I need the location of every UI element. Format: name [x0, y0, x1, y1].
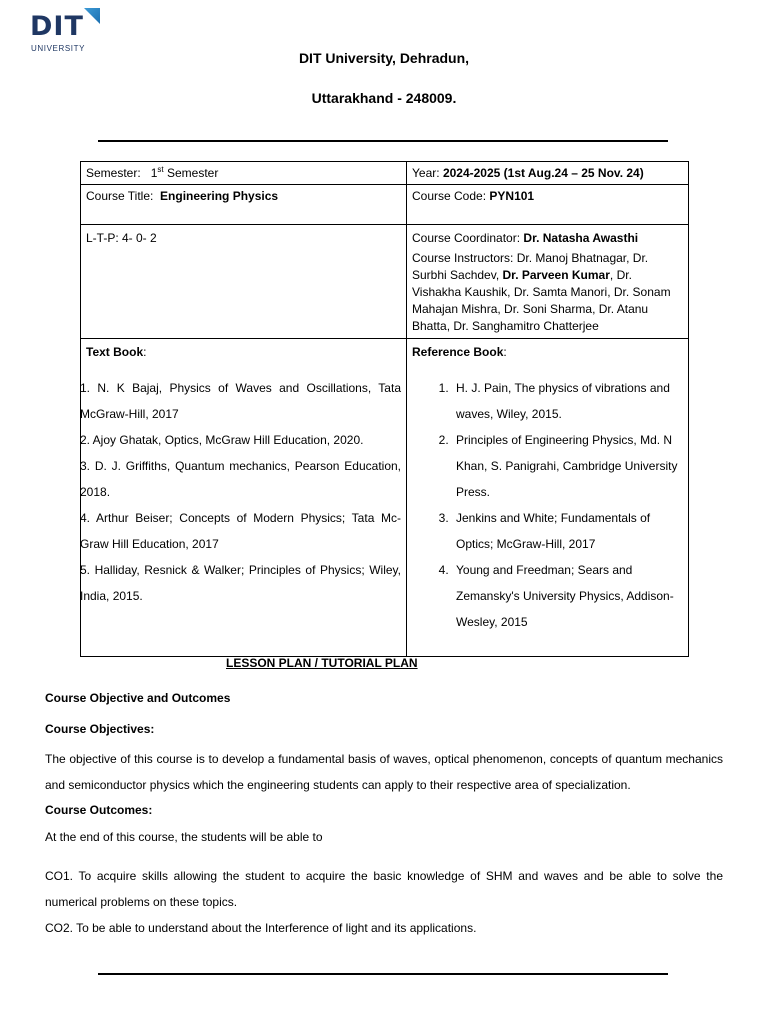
staff-cell [407, 225, 689, 339]
instructors-label: Course Instructors: [412, 251, 514, 265]
semester-word: Semester [166, 166, 219, 180]
reference-book-cell [407, 339, 689, 657]
reference-book-item: 1. H. J. Pain, The physics of vibrations and waves, Wiley, 2015. [452, 375, 683, 427]
objectives-heading: Course Objectives: [45, 722, 155, 736]
text-book-colon: : [143, 345, 147, 359]
lesson-plan-title: LESSON PLAN / TUTORIAL PLAN [226, 656, 418, 670]
university-name: DIT University, Dehradun, [298, 50, 470, 66]
instructors-part2: , Dr. Vishakha Kaushik, Dr. Samta Manori, Dr. Sonam Mahajan Mishra, Dr. Soni Sharma, Dr. Atanu Bhatta, Dr. Sanghamitro Chatterjee [412, 268, 671, 333]
course-instructors [412, 250, 683, 335]
instructors-highlight: Dr. Parveen Kumar [502, 268, 610, 282]
semester-number: 1 [150, 166, 158, 180]
year-label: Year: [412, 166, 440, 180]
outcomes-intro: At the end of this course, the students will be able to [45, 830, 323, 844]
text-book-item: 1. N. K Bajaj, Physics of Waves and Oscillations, Tata McGraw-Hill, 2017 [80, 381, 401, 421]
coordinator-label: Course Coordinator: [412, 231, 521, 245]
reference-book-list [412, 375, 683, 635]
reference-book-colon: : [503, 345, 507, 359]
reference-book-label: Reference Book [412, 345, 504, 359]
year-cell [407, 162, 689, 185]
reference-book-item: 3. Jenkins and White; Fundamentals of Optics; McGraw-Hill, 2017 [452, 505, 683, 557]
reference-book-item: 4. Young and Freedman; Sears and Zemansky's University Physics, Addison-Wesley, 2015 [452, 557, 683, 635]
outcomes-heading: Course Outcomes: [45, 803, 153, 817]
text-book-item: 4. Arthur Beiser; Concepts of Modern Physics; Tata Mc-Graw Hill Education, 2017 [80, 511, 401, 551]
text-book-item: 2. Ajoy Ghatak, Optics, McGraw Hill Education, 2020. [80, 433, 364, 447]
top-divider [98, 140, 668, 142]
course-info-table [80, 161, 689, 657]
course-code-value: PYN101 [489, 189, 535, 203]
course-code-label: Course Code: [412, 189, 487, 203]
logo-sub-text: UNIVERSITY [31, 44, 86, 53]
year-value: 2024-2025 (1st Aug.24 – 25 Nov. 24) [442, 166, 644, 180]
text-book-cell [81, 339, 407, 657]
objective-outcomes-heading: Course Objective and Outcomes [45, 691, 231, 705]
logo-main-text: DIT [30, 11, 84, 42]
course-code-cell [407, 185, 689, 225]
course-title-value: Engineering Physics [160, 189, 279, 203]
semester-cell [81, 162, 407, 185]
text-book-item: 3. D. J. Griffiths, Quantum mechanics, Pearson Education, 2018. [80, 459, 401, 499]
objectives-text: The objective of this course is to develop a fundamental basis of waves, optical phenomenon, concepts of quantum mechanics and semiconductor physics which the engineering students can apply to their respective area of specialization. [45, 752, 723, 792]
course-title-label: Course Title: [86, 189, 154, 203]
coordinator-value: Dr. Natasha Awasthi [523, 231, 639, 245]
text-book-list [80, 375, 401, 609]
logo-mark-icon [84, 8, 100, 24]
course-coordinator [412, 230, 683, 247]
semester-suffix: st [157, 165, 164, 174]
ltp-cell [81, 225, 407, 339]
course-outcome-co2: CO2. To be able to understand about the Interference of light and its applications. [45, 921, 477, 935]
text-book-label: Text Book [86, 345, 144, 359]
semester-label: Semester: [86, 166, 141, 180]
course-title-cell [81, 185, 407, 225]
bottom-divider [98, 973, 668, 975]
ltp-value: L-T-P: 4- 0- 2 [86, 231, 157, 245]
reference-book-item: 2. Principles of Engineering Physics, Md. N Khan, S. Panigrahi, Cambridge University Press. [452, 427, 683, 505]
instructors-part1: Dr. Manoj Bhatnagar, Dr. Surbhi Sachdev, [412, 251, 649, 282]
text-book-item: 5. Halliday, Resnick & Walker; Principles of Physics; Wiley, India, 2015. [80, 563, 401, 603]
university-address: Uttarakhand - 248009. [311, 90, 457, 106]
course-outcome-co1: CO1. To acquire skills allowing the student to acquire the basic knowledge of SHM and waves and be able to solve the numerical problems on these topics. [45, 869, 723, 909]
